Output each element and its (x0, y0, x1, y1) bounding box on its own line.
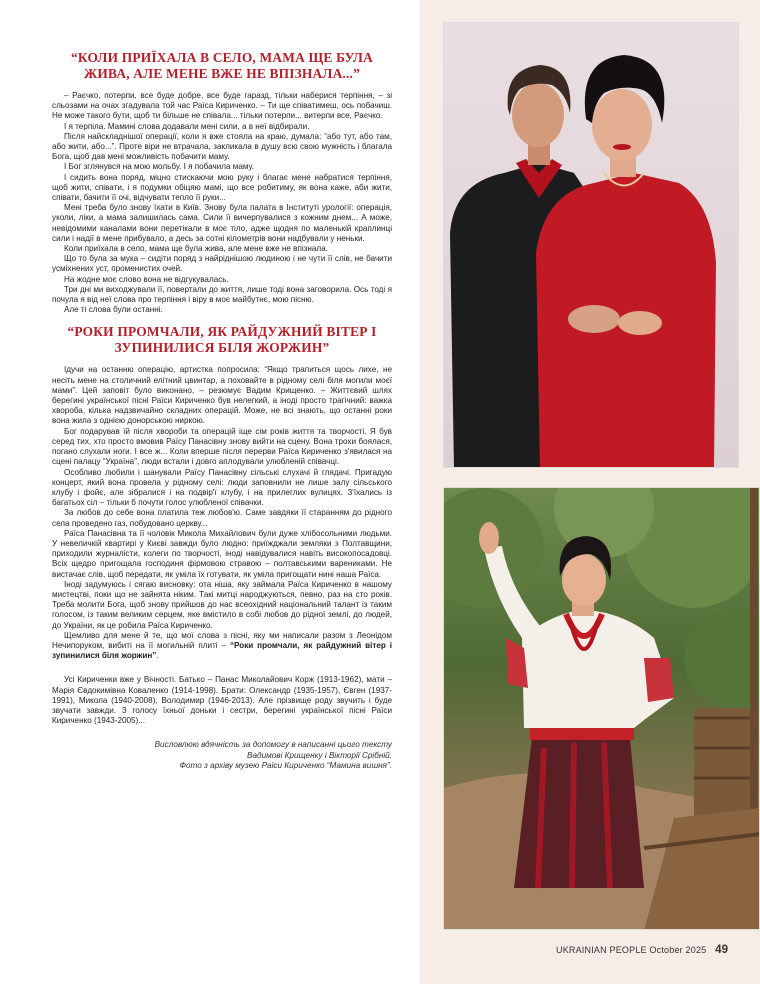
article-column (52, 50, 392, 772)
headline-1: “КОЛИ ПРИЇХАЛА В СЕЛО, МАМА ЩЕ БУЛА ЖИВА, АЛЕ МЕНЕ ВЖЕ НЕ ВПІЗНАЛА...” (71, 50, 373, 81)
paragraph: І я терпіла. Мамині слова додавали мені сили, а в неї відбирали. (64, 121, 310, 131)
page-number: 49 (715, 944, 729, 956)
page-footer (556, 944, 728, 956)
issue-date: October 2025 (649, 945, 707, 955)
paragraph: Раїса Панасівна та її чоловік Микола Михайлович були дуже хлібосольними людьми. У невеличкій квартирі у Києві завжди було людно: приїжджали земляки з Полтавщини, приходили журналісти, колеги по творчості, іноді навідувалися навіть високопосадовці. Всіх щедро пригощала господиня фірмовою стравою – полтавськими варениками. Не вистачає слів, щоб передати, як уміла їх готувати, як уміла пригощати нині наша Раїса. (52, 528, 392, 579)
singer-well-photo-drawing (444, 488, 760, 930)
couple-photo-drawing (444, 23, 739, 468)
paragraph: Мені треба було знову їхати в Київ. Знову була палата в Інституті урології: операція, уколи, ліки, а мама залишилась сама. Сили її вичерпувалися з кожним днем... А може, невідомими каналами вони перетікали в моє тіло, адже щодня по маленькій краплинці сили і надії в мене прибувало, а десь за сотні кілометрів вони надбували у неньки. (52, 203, 392, 243)
paragraph: На жодне моє слово вона не відгукувалась. (64, 274, 229, 284)
paragraph: Три дні ми виходжували її, повертали до життя, лише тоді вона заговорила. Ось тоді я почула я від неї слова про терпіння і віру в моє майбутнє, мою пісню. (52, 284, 392, 305)
paragraph: Особливо любили і шанували Раїсу Панасівну сільські слухачі й глядачі. Пригадую концерт, який вона провела у рідному селі: люди заповнили не лише залу сільського клубу і фойє, але зібралися і на подвір'ї клубу, і на прилеглих вулицях. З'їхались із багатьох сіл – тільки б почути голос улюбленої співачки. (52, 467, 392, 508)
paragraph: За любов до себе вона платила теж любов'ю. Саме завдяки її старанням до рідного села проведено газ, побудовано церкву... (52, 508, 392, 528)
paragraph: Коли приїхала в село, мама ще була жива, але мене вже не впізнала. (64, 244, 328, 254)
song-title-quote: “Роки промчали, як райдужний вітер і зупинилися біля жоржин” (52, 640, 393, 661)
paragraph-text: Щемливо для мене й те, що мої слова з пісні, яку ми написали разом з Леонідом Нечипоруком, вибиті на її могильній плиті – (52, 630, 392, 650)
credits (52, 740, 392, 771)
credits-line: Фото з архіву музею Раїси Кириченко “Мамина вишня”. (179, 761, 392, 771)
credits-line: Висловлюю вдячність за допомогу в написанні цього тексту (154, 740, 392, 750)
credits-line: Вадимові Крищенку і Вікторії Срібній. (247, 750, 392, 760)
section-1 (52, 91, 392, 315)
paragraph: І сидить вона поряд, міцно стискаючи мою руку і благає мене набратися терпіння, щоб жити, співати, і я подумки обіцяю мамі, що все робитиму, як вона каже, аби жити, співати, бачити її очі, відчувати тепло її руки... (52, 172, 392, 203)
paragraph: Але ті слова були останні. (64, 305, 163, 315)
paragraph: Що то була за мука – сидіти поряд з найріднішою людиною і не чути її слів, не бачити усміхнених уст, променистих очей. (52, 254, 392, 274)
paragraph-with-quote (52, 631, 392, 662)
family-paragraph: Усі Кириченки вже у Вічності. Батько – Панас Миколайович Корж (1913-1962), мати – Марія Євдокимівна Коваленко (1914-1998). Брати: Олександр (1935-1957), Євген (1937-1991), Микола (1940-2008), Володимир (1946-2013). Але прізвище роду звучить і буде звучати завжди. З голосу їхньої доньки і сестри, берегині української пісні Раїси Кириченко (1943-2005)... (52, 675, 392, 726)
singer-well-photo (443, 487, 760, 930)
couple-photo (443, 22, 739, 468)
magazine-name: UKRAINIAN PEOPLE (556, 945, 647, 955)
headline-2: “РОКИ ПРОМЧАЛИ, ЯК РАЙДУЖНИЙ ВІТЕР І ЗУПИНИЛИСЯ БІЛЯ ЖОРЖИН” (67, 324, 377, 356)
paragraph: Ідучи на останню операцію, артистка попросила: “Якщо трапиться щось лихе, не несіть мене на столичний елітний цвинтар, а поховайте в рідному селі біля могили моєї мами”. Цей заповіт було виконано, – резюмує Вадим Крищенко. – Життєвий шлях берегині української пісні Раїси Кириченко був нелегкий, а іноді просто трагічний: важка хвороба, кілька надзвичайно складних операцій. Може, не всі знають, що останні роки вона жила з однією донорською ниркою. (52, 365, 392, 426)
paragraph: Бог подарував їй після хвороби та операцій іще сім років життя та творчості. Я був серед тих, хто просто вмовив Раїсу Панасівну знову вийти на сцену. Вона трохи боялася, погано слухали ноги. І все ж... Коли вперше після перерви Раїса Кириченко з'явилася на сцені палацу “Україна”, люди встали і довго аплодували улюбленій співачці. (52, 426, 392, 467)
paragraph-end: . (156, 651, 159, 661)
paragraph: І Бог зглянувся на мою мольбу. І я побачила маму. (64, 162, 255, 172)
paragraph: Іноді задумуюсь і сягаю висновку: ота ніша, яку займала Раїса Кириченко в нашому мистецтві, поки що не зайнята ніким. Такі митці народжуються, певно, раз на сто років. Треба молити Бога, щоб знову прийшов до нас всеохідний національний талант із таким голосом, із таким великим серцем, яке вмістило в собі любов до рідної землі, до людей, до України, як це робила Раїса Кириченко. (52, 579, 392, 630)
paragraph: – Раєчко, потерпи, все буде добре, все буде гаразд, тільки наберися терпіння, – зі сльозами на очах згадувала той час Раїса Кириченко. – Ти ще співатимеш, ось побачиш. Не може такого бути, щоб ти більше не співала... тільки потерпи... витерпи все, Раєчко. (52, 91, 392, 121)
section-2 (52, 365, 392, 661)
paragraph: Після найскладнішої операції, коли я вже стояла на краю, думала: “або тут, або там, або жити, або...”. Проте віри не втрачала, закликала в душу всю свою мужність і благала Бога, щоб дав мені можливість побачити маму. (52, 131, 392, 162)
